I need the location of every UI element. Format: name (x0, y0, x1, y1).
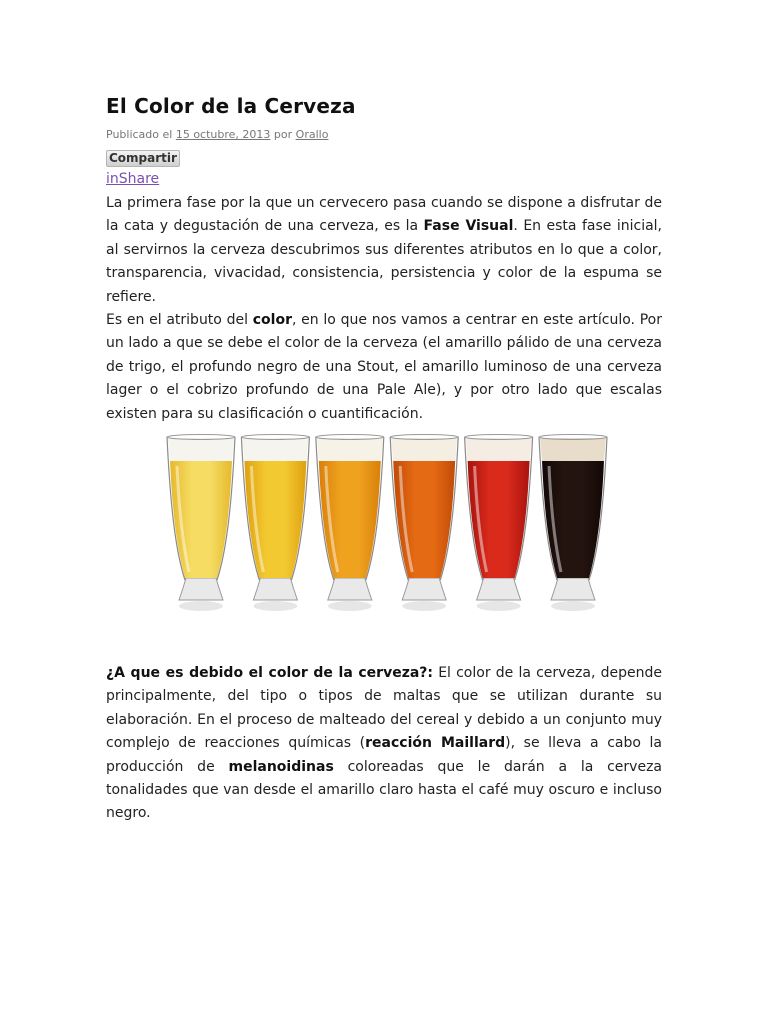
glass-base (402, 578, 446, 600)
article-title: El Color de la Cerveza (106, 94, 356, 118)
share-button[interactable]: Compartir (106, 150, 180, 167)
glass-base (477, 578, 521, 600)
beer-glass (465, 435, 533, 612)
beer-foam (242, 438, 308, 461)
glass-shadow (179, 601, 223, 611)
p3-text-2: ), se lleva a cabo la producción de (106, 735, 663, 775)
p2-bold-color: color (252, 312, 292, 328)
maillard-paragraph (106, 662, 662, 826)
meta-prefix: Publicado el (106, 128, 173, 141)
glass-base (328, 578, 372, 600)
glass-shadow (551, 601, 595, 611)
p3-text-1: El color de la cerveza, depende principalmente, del tipo o tipos de maltas que se utilizan durante su elaboración. En el proceso de malteado del cereal y debido a un conjunto muy complejo de reacciones químicas ( (106, 665, 662, 752)
p2-text-2: , en lo que nos vamos a centrar en este artículo. Por un lado a que se debe el color de la cerveza (el amarillo pálido de una cerveza de trigo, el profundo negro de una Stout, el amarillo luminoso de una cerveza lager o el cobrizo profundo de una Pale Ale), y por otro lado que escalas existen para su clasificación o cuantificación. (106, 312, 662, 422)
glass-shadow (477, 601, 521, 611)
beer-glass (241, 435, 309, 612)
beer-glass (316, 435, 384, 612)
p1-text-1: La primera fase por la que un cervecero pasa cuando se dispone a disfrutar de la cata y degustación de una cerveza, es la (106, 195, 662, 235)
glass-base (179, 578, 223, 600)
glass-shadow (253, 601, 297, 611)
glass-base (253, 578, 297, 600)
p1-bold-fase-visual: Fase Visual (423, 218, 514, 235)
p3-bold-melanoidinas: melanoidinas (228, 758, 334, 775)
beer-glass (167, 435, 235, 612)
beer-glass (390, 435, 458, 612)
p1-text-2: . En esta fase inicial, al servirnos la cerveza descubrimos sus diferentes atributos en lo que a color, transparencia, vivacidad, consistencia, persistencia y color de la espuma se refiere. (106, 218, 663, 305)
p3-bold-question: ¿A que es debido el color de la cerveza?: (106, 665, 434, 681)
beer-foam (540, 438, 606, 461)
inshare-link[interactable]: inShare (106, 171, 160, 187)
beer-foam (317, 438, 383, 461)
p3-text-3: coloreadas que le darán a la cerveza tonalidades que van desde el amarillo claro hasta el café muy oscuro e incluso negro. (106, 758, 662, 822)
p3-bold-maillard: reacción Maillard (365, 735, 506, 752)
post-date-link[interactable]: 15 octubre, 2013 (175, 128, 271, 141)
meta-by: por (273, 128, 293, 141)
glass-shadow (328, 601, 372, 611)
beer-foam (391, 438, 457, 461)
beer-foam (168, 438, 234, 461)
beer-foam (466, 438, 532, 461)
author-link[interactable]: Orallo (295, 128, 329, 141)
glass-shadow (402, 601, 446, 611)
p2-text-1: Es en el atributo del (106, 312, 253, 328)
beer-glass (539, 435, 607, 612)
glass-base (551, 578, 595, 600)
